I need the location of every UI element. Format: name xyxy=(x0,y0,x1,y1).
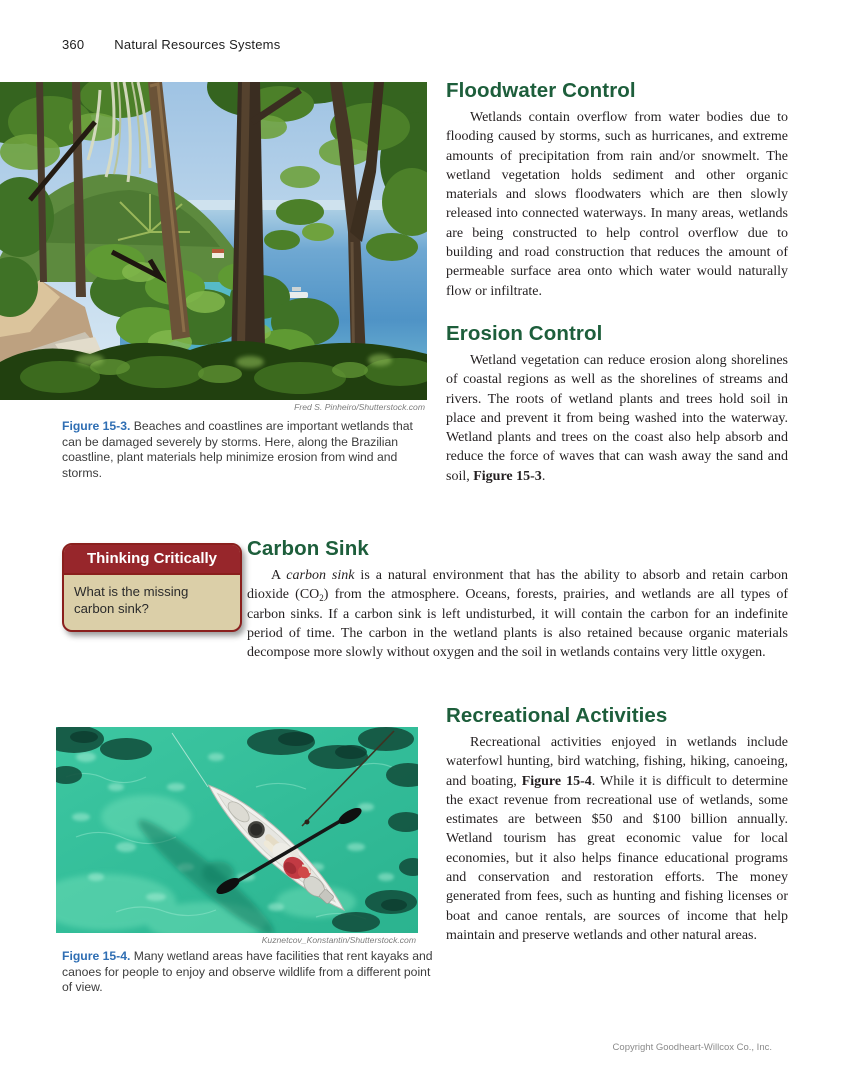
paragraph-carbon-sink xyxy=(247,566,788,662)
figure-15-3-caption xyxy=(62,419,430,481)
heading-floodwater-control: Floodwater Control xyxy=(446,79,636,102)
figure-15-3-label: Figure 15-3. xyxy=(62,419,131,433)
book-title: Natural Resources Systems xyxy=(114,37,281,52)
carbon-lead: A xyxy=(271,568,287,583)
recreational-text-end: . While it is difficult to determine the exact revenue from recreational use of wetlands, some estimates are between $50 and $100 billion annually. Wetland tourism has great economic value for local economies, but it also helps finance educational programs and conservation and restoration efforts. The money generated from fees, such as hunting and fishing licenses or boat and canoe rentals, are sources of income that help maintain and preserve wetlands and other natural areas. xyxy=(446,773,788,943)
figure-15-3-credit: Fred S. Pinheiro/Shutterstock.com xyxy=(294,402,425,412)
erosion-text-end: . xyxy=(541,468,546,484)
running-head xyxy=(62,37,280,52)
heading-erosion-control: Erosion Control xyxy=(446,321,603,345)
page-number: 360 xyxy=(62,37,85,52)
copyright-notice: Copyright Goodheart-Willcox Co., Inc. xyxy=(612,1042,772,1053)
thinking-critically-title: Thinking Critically xyxy=(64,545,240,575)
heading-carbon-sink: Carbon Sink xyxy=(247,537,369,560)
recreational-text: Recreational activities enjoyed in wetlands include waterfowl hunting, bird watching, fishing, hiking, canoeing, and boating, xyxy=(446,735,788,789)
figure-15-4-label: Figure 15-4. xyxy=(62,949,131,963)
paragraph-floodwater: Wetlands contain overflow from water bodies due to flooding caused by storms, such as hurricanes, and extreme amounts of precipitation from rain and/or snowmelt. The wetland vegetation holds sediment and other organic materials and slows floodwaters which are then slowly released into connected waterways. In many areas, wetlands are being constructed to help control overflow due to building and road construction that reduces the amount of permeable surface area onto which water would naturally flow or infiltrate. xyxy=(446,110,788,299)
paragraph-recreational xyxy=(446,733,788,945)
co2-subscript: 2 xyxy=(319,593,324,604)
figure-15-4-credit: Kuznetcov_Konstantin/Shutterstock.com xyxy=(261,935,416,945)
right-column xyxy=(446,79,788,486)
recreational-section xyxy=(446,704,788,945)
figure-15-4-caption-text: Many wetland areas have facilities that rent kayaks and canoes for people to enjoy and observe wildlife from a different point of view. xyxy=(62,949,433,995)
recreational-figure-ref: Figure 15-4 xyxy=(521,773,592,789)
carbon-sink-term: carbon sink xyxy=(286,568,355,583)
figure-15-4-caption xyxy=(62,949,436,996)
coastline-illustration xyxy=(0,82,427,400)
carbon-sink-section xyxy=(247,537,788,662)
erosion-figure-ref: Figure 15-3 xyxy=(473,468,542,484)
figure-15-3-photo xyxy=(0,82,427,400)
erosion-text: Wetland vegetation can reduce erosion along shorelines of coastal regions as well as the shorelines of streams and rivers. The roots of wetland plants and trees hold soil in place and prevent it from being washed into the waterway. Wetland plants and trees on the coast also help absorb and reduce the force of waves that can wash away the sand and soil, xyxy=(446,352,788,484)
thinking-critically-box xyxy=(62,543,242,632)
heading-recreational-activities: Recreational Activities xyxy=(446,704,668,727)
carbon-text-mid: is a natural environment that has the ability to absorb and retain carbon dioxide (CO xyxy=(247,568,788,603)
paragraph-erosion xyxy=(446,351,788,486)
thinking-critically-question: What is the missing carbon sink? xyxy=(74,584,189,616)
kayak-illustration xyxy=(56,727,418,933)
figure-15-4-photo xyxy=(56,727,418,933)
carbon-text-end: ) from the atmosphere. Oceans, forests, prairies, and wetlands are all types of carbon sinks. If a carbon sink is left undisturbed, it will contain the carbon for an indefinite period of time. The carbon in the wetland plants is also retained because organic materials decompose more slowly without oxygen and the soil in wetlands contains very little oxygen. xyxy=(247,587,788,661)
figure-15-3-caption-text: Beaches and coastlines are important wetlands that can be damaged severely by storms. Here, along the Brazilian coastline, plant materials help minimize erosion from wind and storms. xyxy=(62,419,413,480)
